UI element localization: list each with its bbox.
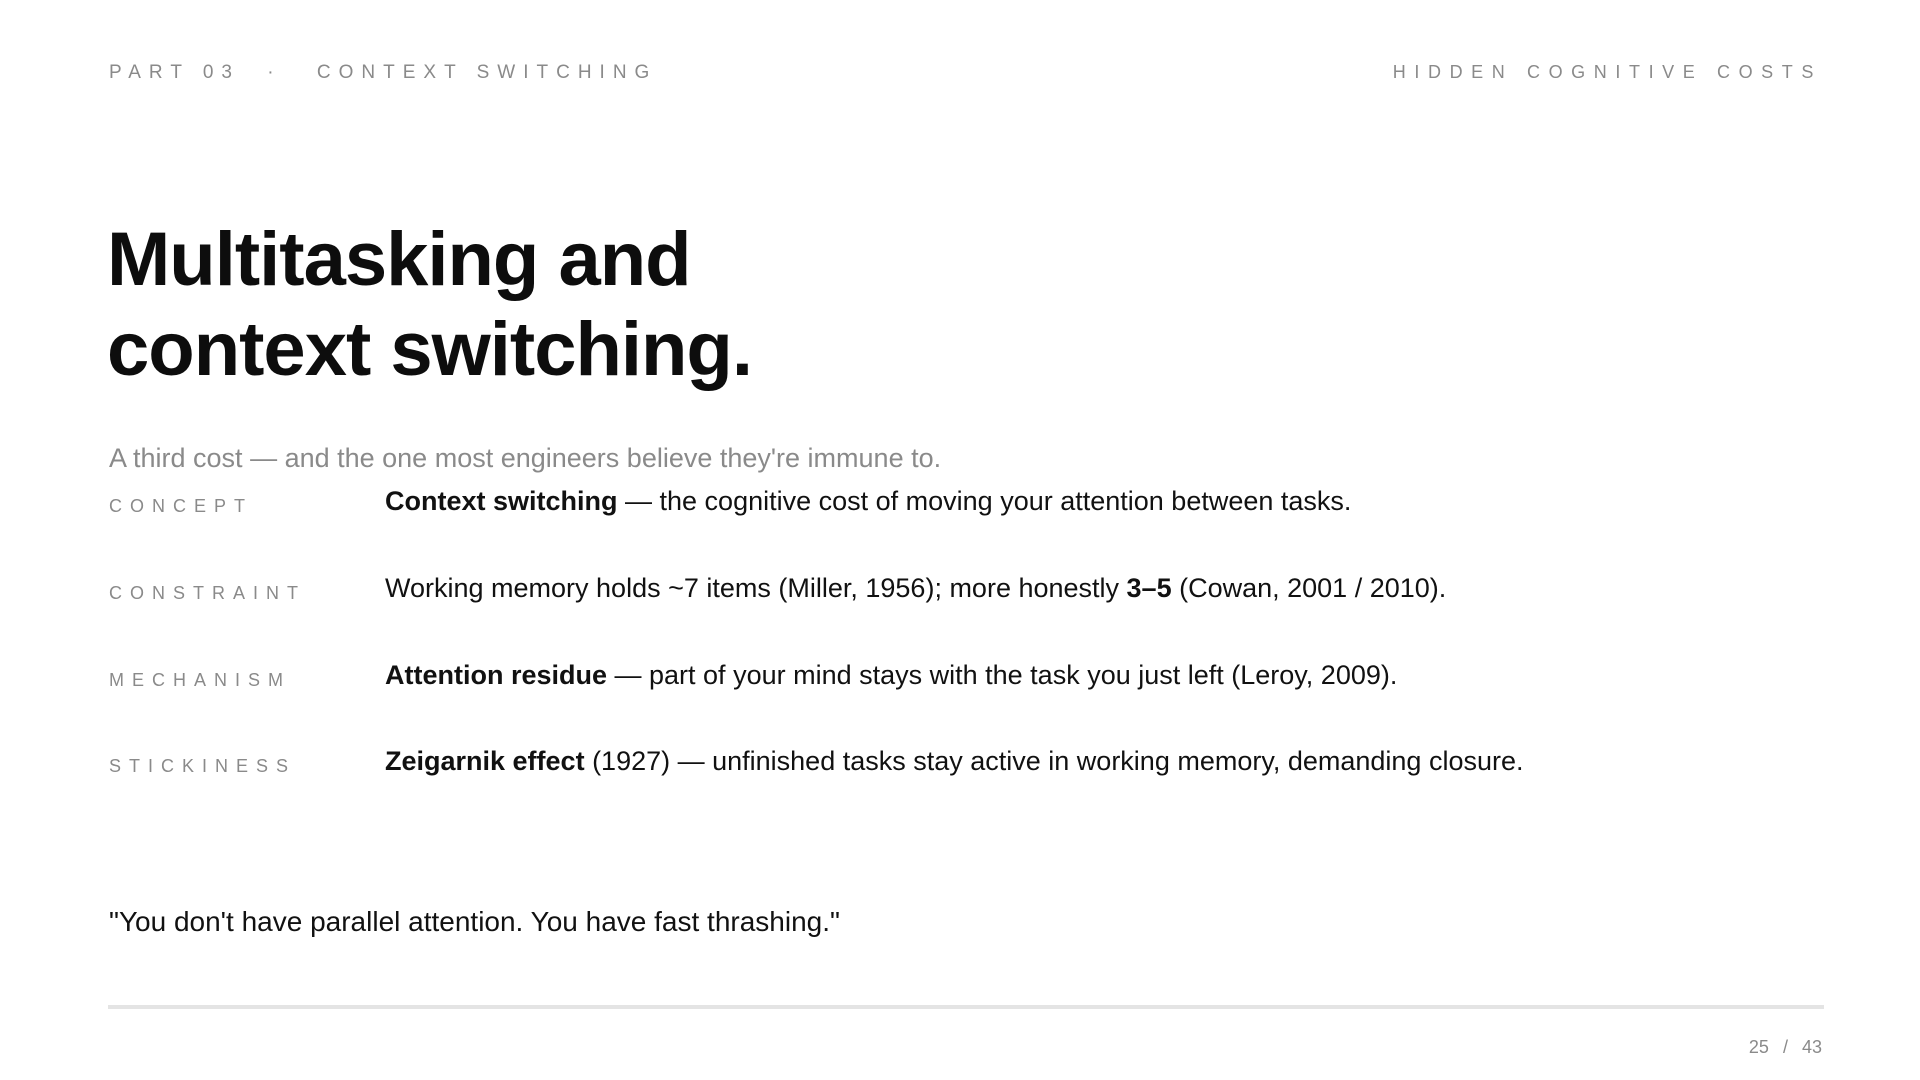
section-name: CONTEXT SWITCHING [316, 62, 658, 83]
deck-topic: HIDDEN COGNITIVE COSTS [1392, 62, 1822, 82]
row-description: Working memory holds ~7 items (Miller, 1956); more honestly [385, 573, 1127, 603]
part-number: PART 03 [109, 62, 240, 83]
row-term: Zeigarnik effect [385, 746, 585, 776]
row-text [385, 660, 1397, 691]
row-term: 3–5 [1126, 573, 1172, 603]
total-slide-count: 43 [1801, 1037, 1822, 1057]
row-text [385, 746, 1524, 777]
row-label: CONSTRAINT [109, 583, 306, 603]
row-description: — the cognitive cost of moving your attention between tasks. [617, 486, 1352, 516]
current-slide-number: 25 [1748, 1037, 1769, 1057]
slide-title-line-2: context switching. [107, 307, 752, 392]
row-label: MECHANISM [109, 670, 292, 690]
row-description: — part of your mind stays with the task you just left (Leroy, 2009). [607, 660, 1398, 690]
counter-separator: / [1782, 1037, 1788, 1057]
row-description: (1927) — unfinished tasks stay active in working memory, demanding closure. [584, 746, 1524, 776]
slide-title [107, 215, 752, 395]
row-text [385, 486, 1351, 517]
definition-row-constraint [109, 573, 1829, 613]
eyebrow-separator: · [267, 62, 282, 83]
footer-divider [108, 1005, 1824, 1009]
row-description-end: (Cowan, 2001 / 2010). [1171, 573, 1447, 603]
definition-row-concept [109, 486, 1829, 526]
pull-quote: "You don't have parallel attention. You have fast thrashing." [109, 906, 840, 937]
row-label: CONCEPT [109, 496, 254, 516]
slide-counter [1749, 1037, 1822, 1058]
definition-row-mechanism [109, 660, 1829, 700]
slide-subtitle: A third cost — and the one most engineers believe they're immune to. [109, 443, 942, 473]
definition-row-stickiness [109, 746, 1829, 786]
row-label: STICKINESS [109, 756, 297, 776]
section-eyebrow [109, 62, 657, 84]
row-text [385, 573, 1446, 604]
row-term: Attention residue [385, 660, 608, 690]
row-term: Context switching [385, 486, 618, 516]
slide-title-line-1: Multitasking and [107, 217, 691, 302]
